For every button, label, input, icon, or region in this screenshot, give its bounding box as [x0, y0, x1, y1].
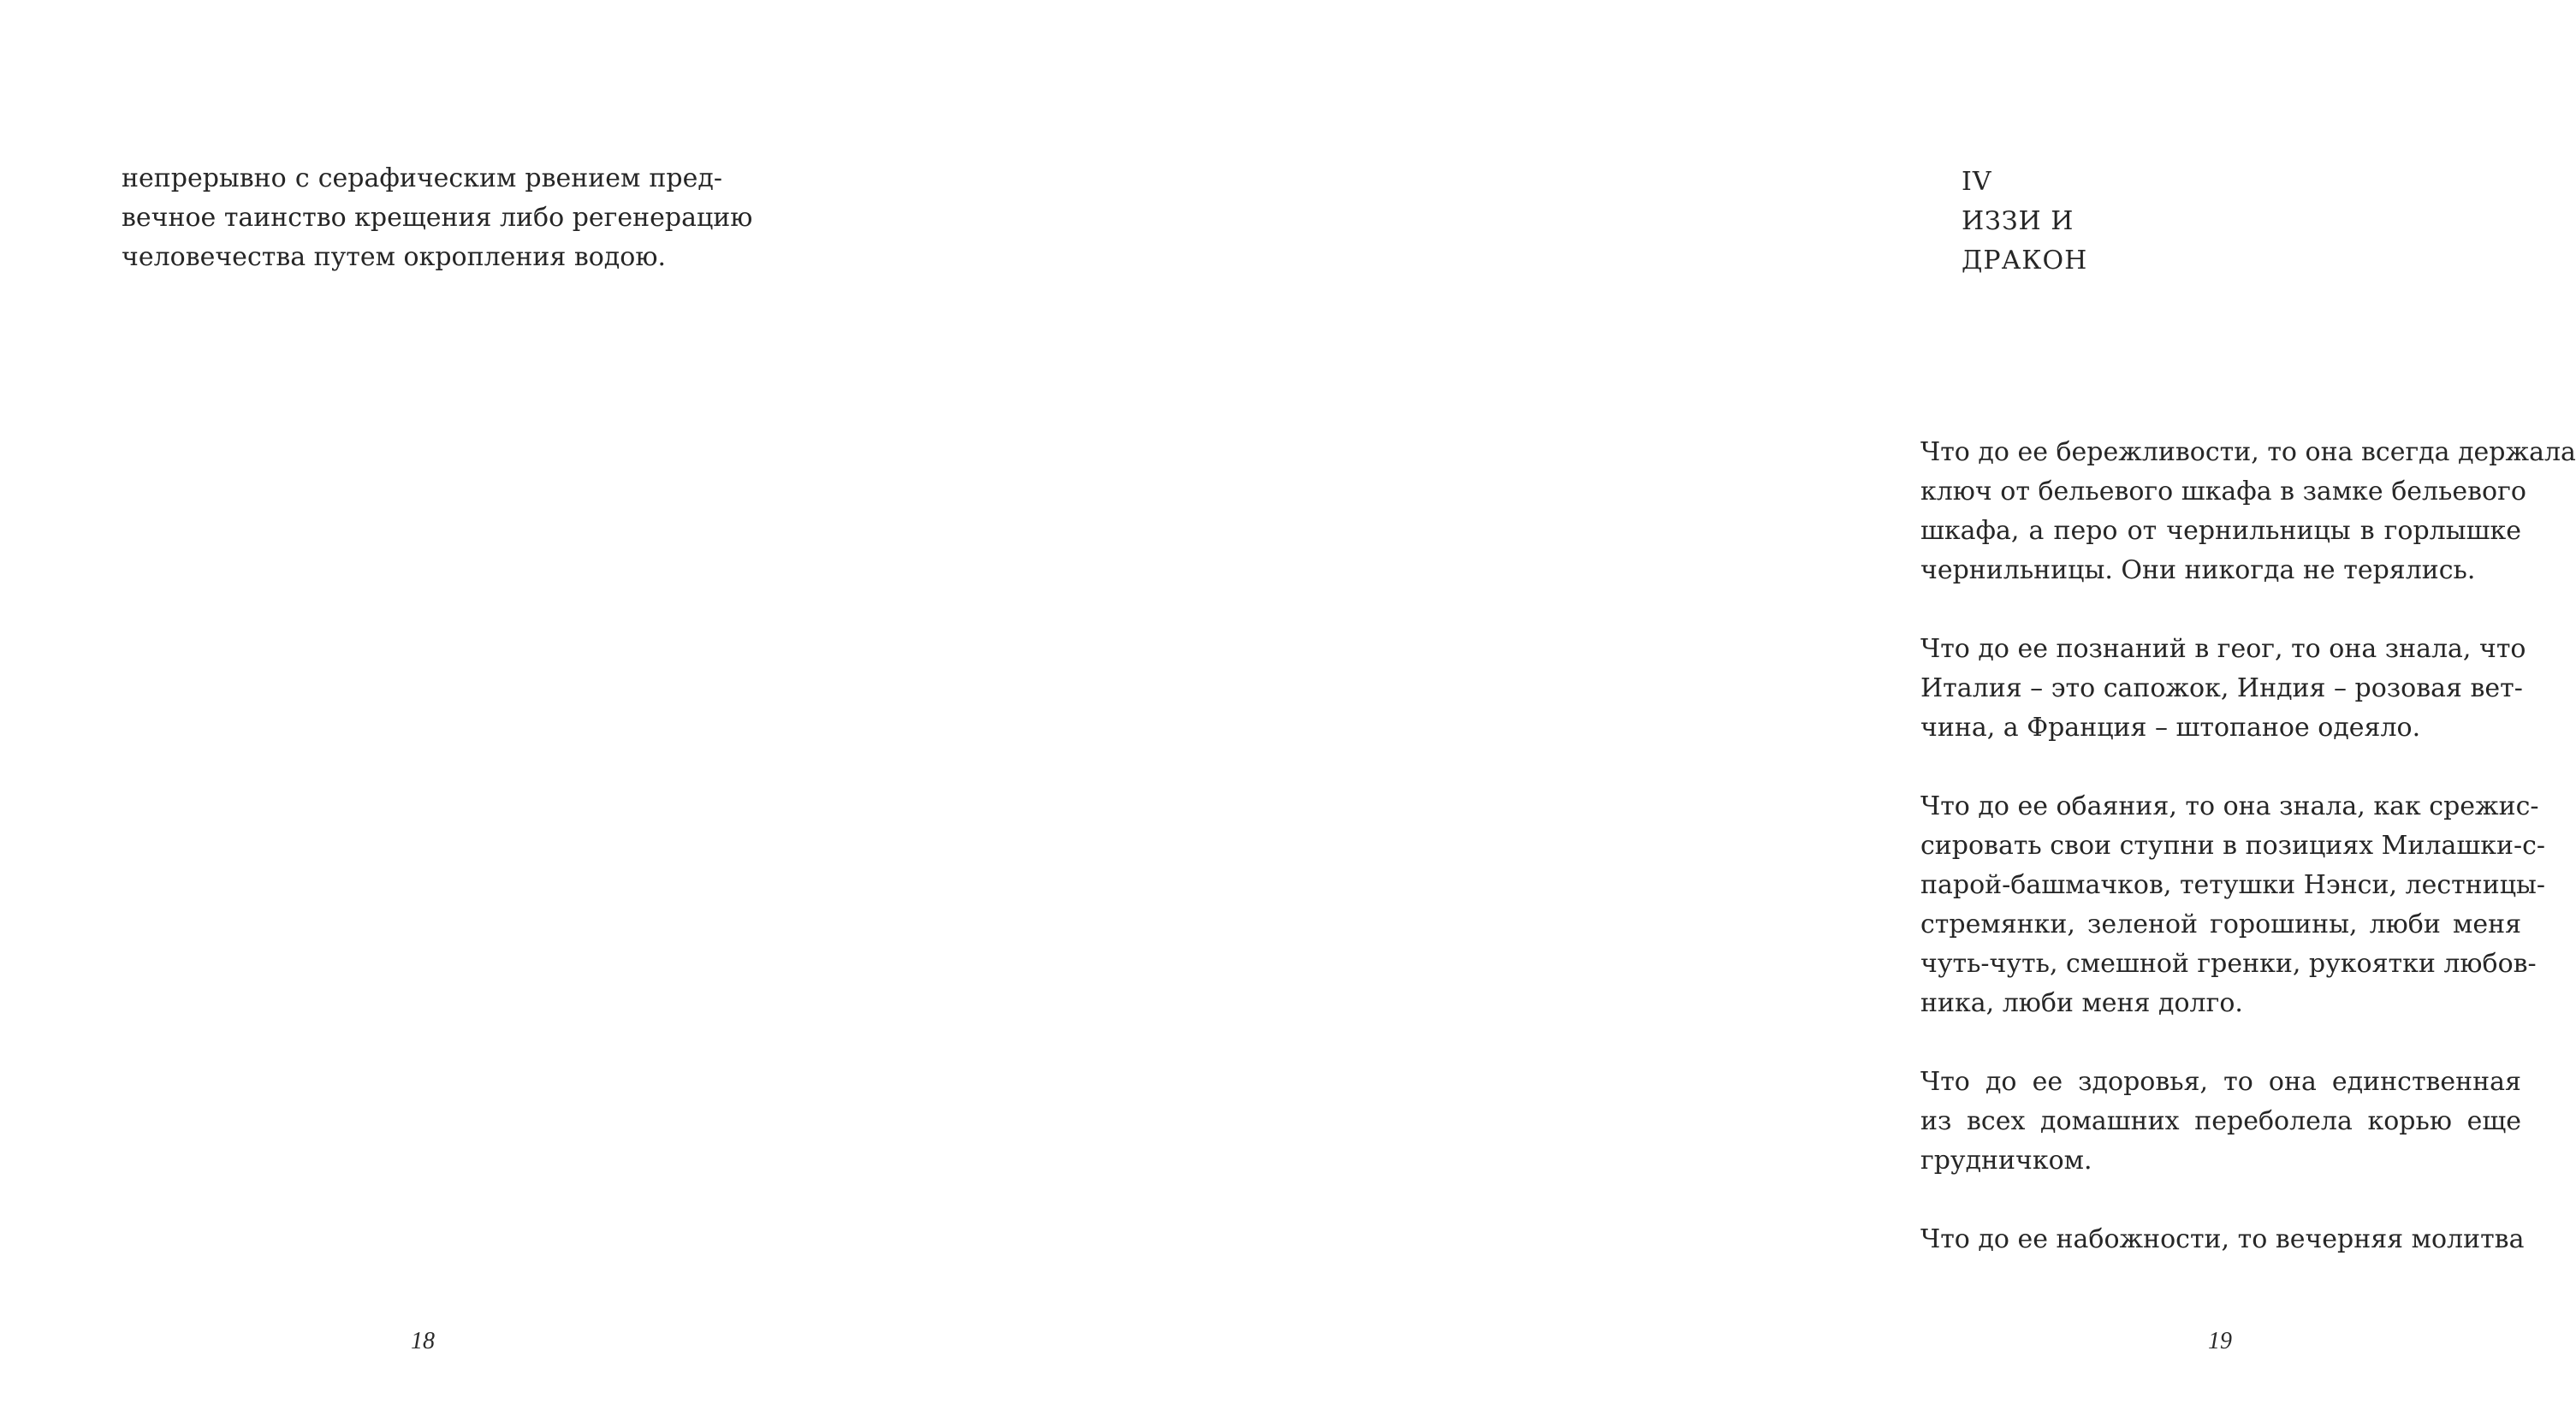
chapter-number: IV	[1962, 167, 1992, 197]
text-line: Что до ее набожности, то вечерняя молитва	[1920, 1224, 2525, 1254]
text-line: чина, а Франция – штопаное одеяло.	[1920, 713, 2421, 743]
text-line: Что до ее здоровья, то она единственная	[1920, 1067, 2521, 1097]
text-line: сировать свои ступни в позициях Милашки-с-	[1920, 831, 2546, 861]
page-number: 18	[411, 1328, 435, 1354]
chapter-heading	[1962, 163, 2088, 275]
left-page	[0, 0, 876, 1410]
paragraph	[1920, 1220, 2525, 1259]
page-number: 19	[2208, 1328, 2232, 1354]
text-line: Италия – это сапожок, Индия – розовая вет-	[1920, 673, 2523, 703]
text-line: парой-башмачков, тетушки Нэнси, лестницы-	[1920, 870, 2546, 900]
text-line: Что до ее бережливости, то она всегда держала	[1920, 437, 2576, 467]
text-line: грудничком.	[1920, 1146, 2092, 1176]
text-line: чуть-чуть, смешной гренки, рукоятки любов-	[1920, 949, 2537, 979]
right-page	[876, 0, 2576, 1410]
text-line: человечества путем окропления водою.	[122, 242, 666, 272]
text-line: шкафа, а перо от чернильницы в горлышке	[1920, 516, 2521, 546]
left-page-text	[122, 159, 753, 277]
paragraph	[1920, 1063, 2521, 1181]
text-line: вечное таинство крещения либо регенерацию	[122, 203, 753, 233]
text-line: чернильницы. Они никогда не терялись.	[1920, 555, 2476, 585]
text-line: Что до ее познаний в геог, то она знала, что	[1920, 634, 2526, 664]
text-line: из всех домашних переболела корью еще	[1920, 1106, 2521, 1136]
text-line: ключ от бельевого шкафа в замке бельевого	[1920, 477, 2526, 507]
paragraph	[1920, 433, 2576, 590]
text-line: ника, люби меня долго.	[1920, 988, 2243, 1018]
paragraph	[1920, 630, 2526, 748]
text-line: непрерывно с серафическим рвением пред-	[122, 163, 722, 193]
text-line: Что до ее обаяния, то она знала, как срежис-	[1920, 791, 2539, 821]
chapter-title: ИЗЗИ И ДРАКОН	[1962, 206, 2088, 275]
text-line: стремянки, зеленой горошины, люби меня	[1920, 909, 2521, 939]
paragraph	[1920, 787, 2546, 1023]
